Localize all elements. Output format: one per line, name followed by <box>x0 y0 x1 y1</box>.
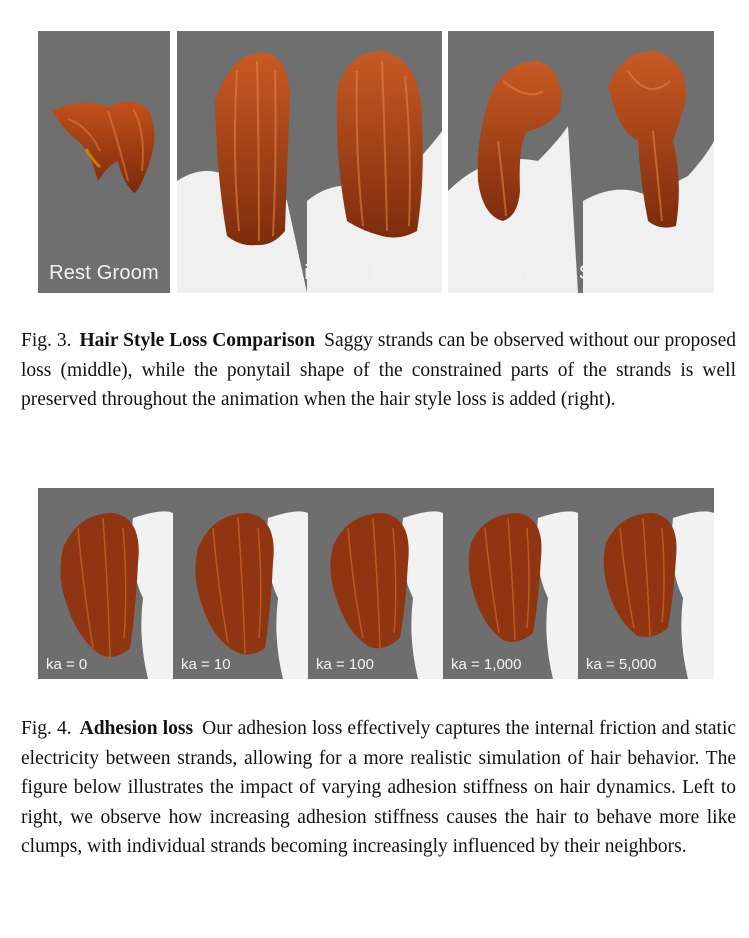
hair-sim-image <box>173 488 308 679</box>
with-loss-hair-image <box>448 31 714 293</box>
figure-3-panel-rest-groom <box>38 31 170 293</box>
figure-3-panel-without-loss <box>177 31 442 293</box>
adhesion-label: ka = 100 <box>316 656 374 673</box>
panel-label: With Hair Style Loss <box>488 262 674 284</box>
caption-text: Saggy strands can be observed without our proposed loss (middle), while the ponytail shape of the constrained parts of the strands is well preserved throughout the animation when the hair style loss is added (right). <box>21 330 737 410</box>
figure-4-panel <box>308 488 443 679</box>
panel-label: Without Hair Style Loss <box>203 262 416 284</box>
figure-4-panel <box>38 488 173 679</box>
rest-groom-hair-image <box>38 31 170 293</box>
figure-4-panel <box>173 488 308 679</box>
hair-sim-image <box>308 488 443 679</box>
figure-3-panel-with-loss <box>448 31 714 293</box>
hair-sim-image <box>578 488 714 679</box>
panel-label: Rest Groom <box>49 262 159 284</box>
adhesion-label: ka = 0 <box>46 656 88 673</box>
figure-4-panel <box>578 488 713 679</box>
figure-4-panel <box>443 488 578 679</box>
figure-4-caption <box>21 714 736 862</box>
hair-sim-image <box>443 488 578 679</box>
figure-number: Fig. 3. <box>21 330 72 351</box>
figure-4 <box>38 488 714 679</box>
figure-title: Hair Style Loss Comparison <box>79 330 316 351</box>
figure-number: Fig. 4. <box>21 718 72 739</box>
figure-3 <box>38 31 714 293</box>
without-loss-hair-image <box>177 31 442 293</box>
adhesion-label: ka = 5,000 <box>586 656 657 673</box>
adhesion-label: ka = 10 <box>181 656 231 673</box>
hair-sim-image <box>38 488 173 679</box>
caption-text: Our adhesion loss effectively captures the internal friction and static electricity between strands, allowing for a more realistic simulation of hair behavior. The figure below illustrates the impact of varying adhesion stiffness on hair dynamics. Left to right, we observe how increasing adhesion stiffness causes the hair to behave more like clumps, with individual strands becoming increasingly influenced by their neighbors. <box>21 718 737 857</box>
figure-title: Adhesion loss <box>79 718 194 739</box>
figure-3-caption <box>21 326 736 415</box>
adhesion-label: ka = 1,000 <box>451 656 522 673</box>
